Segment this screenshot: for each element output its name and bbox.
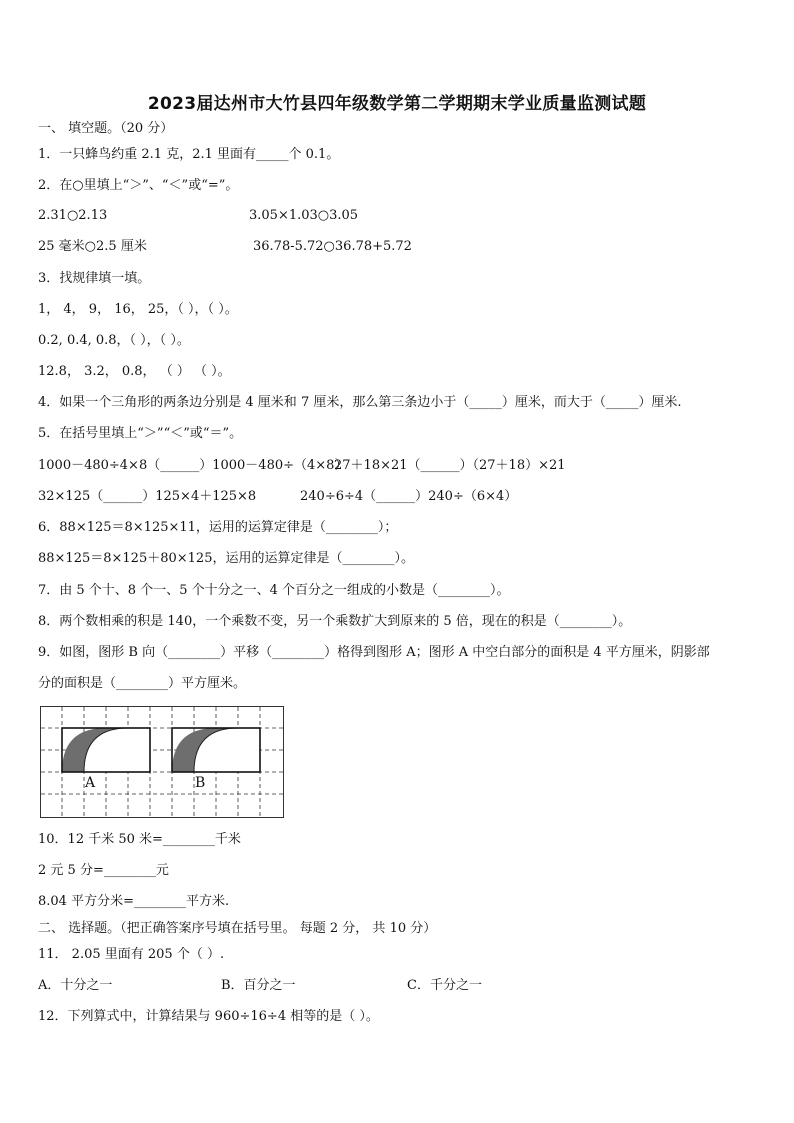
question-5-item: 240÷6÷4（______）240÷（6×4） xyxy=(300,489,518,504)
question-10-line: 2 元 5 分=________元 xyxy=(38,863,169,878)
question-6-line: 6．88×125＝8×125×11，运用的运算定律是（________）； xyxy=(38,520,398,535)
question-9-line: 9．如图，图形 B 向（________）平移（________）格得到图形 A；图形 A 中空白部分的面积是 4 平方厘米，阴影部 xyxy=(38,645,710,660)
section-heading-multiple-choice: 二、 选择题。（把正确答案序号填在括号里。 每题 2 分， 共 10 分） xyxy=(38,921,437,936)
question-11-option-b: B．百分之一 xyxy=(221,978,296,993)
figure-b-label: B xyxy=(195,775,206,791)
question-2-stem: 2．在○里填上“＞”、“＜”或“=”。 xyxy=(38,178,239,193)
question-2-item: 3.05×1.03○3.05 xyxy=(249,208,359,223)
question-2-item: 2.31○2.13 xyxy=(38,208,108,223)
question-6-line: 88×125＝8×125＋80×125，运用的运算定律是（________）。 xyxy=(38,551,414,566)
question-1: 1．一只蜂鸟约重 2.1 克，2.1 里面有_____个 0.1。 xyxy=(38,147,340,162)
question-9-line: 分的面积是（________）平方厘米。 xyxy=(38,676,247,691)
question-11-option-a: A．十分之一 xyxy=(38,978,113,993)
question-11-stem: 11． 2.05 里面有 205 个（ ）. xyxy=(38,947,225,962)
question-11-option-c: C．千分之一 xyxy=(407,978,482,993)
question-7: 7．由 5 个十、8 个一、5 个十分之一、4 个百分之一组成的小数是（________）。 xyxy=(38,583,510,598)
figure-a-label: A xyxy=(85,775,96,791)
page-title: 2023届达州市大竹县四年级数学第二学期期末学业质量监测试题 xyxy=(147,94,647,114)
question-3-stem: 3．找规律填一填。 xyxy=(38,271,151,286)
question-2-item: 25 毫米○2.5 厘米 xyxy=(38,239,147,254)
question-3-sequence: 0.2, 0.4, 0.8，（ ），（ ）。 xyxy=(38,333,190,348)
question-5-item: 27＋18×21（______）（27＋18）×21 xyxy=(334,458,566,473)
question-4: 4．如果一个三角形的两条边分别是 4 厘米和 7 厘米，那么第三条边小于（_____）厘米，而大于（_____）厘米. xyxy=(38,395,682,410)
question-2-item: 36.78-5.72○36.78+5.72 xyxy=(253,239,412,254)
question-12-stem: 12．下列算式中，计算结果与 960÷16÷4 相等的是（ ）。 xyxy=(38,1009,379,1024)
section-heading-fill-blank: 一、 填空题。（20 分） xyxy=(38,121,174,136)
question-5-item: 1000－480÷4×8（______）1000－480÷（4×8） xyxy=(38,458,348,473)
question-5-item: 32×125（______）125×4＋125×8 xyxy=(38,489,257,504)
question-10-line: 8.04 平方分米=________平方米. xyxy=(38,894,230,909)
question-3-sequence: 1， 4， 9， 16， 25，（ ），（ ）。 xyxy=(38,302,238,317)
question-8: 8．两个数相乘的积是 140，一个乘数不变，另一个乘数扩大到原来的 5 倍，现在的积是（________）。 xyxy=(38,614,632,629)
question-5-stem: 5．在括号里填上“＞”“＜”或“＝”。 xyxy=(38,426,243,441)
translation-grid-figure xyxy=(40,706,284,818)
question-3-sequence: 12.8， 3.2， 0.8， （ ） （ ）。 xyxy=(38,364,231,379)
question-10-line: 10．12 千米 50 米=________千米 xyxy=(38,832,241,847)
